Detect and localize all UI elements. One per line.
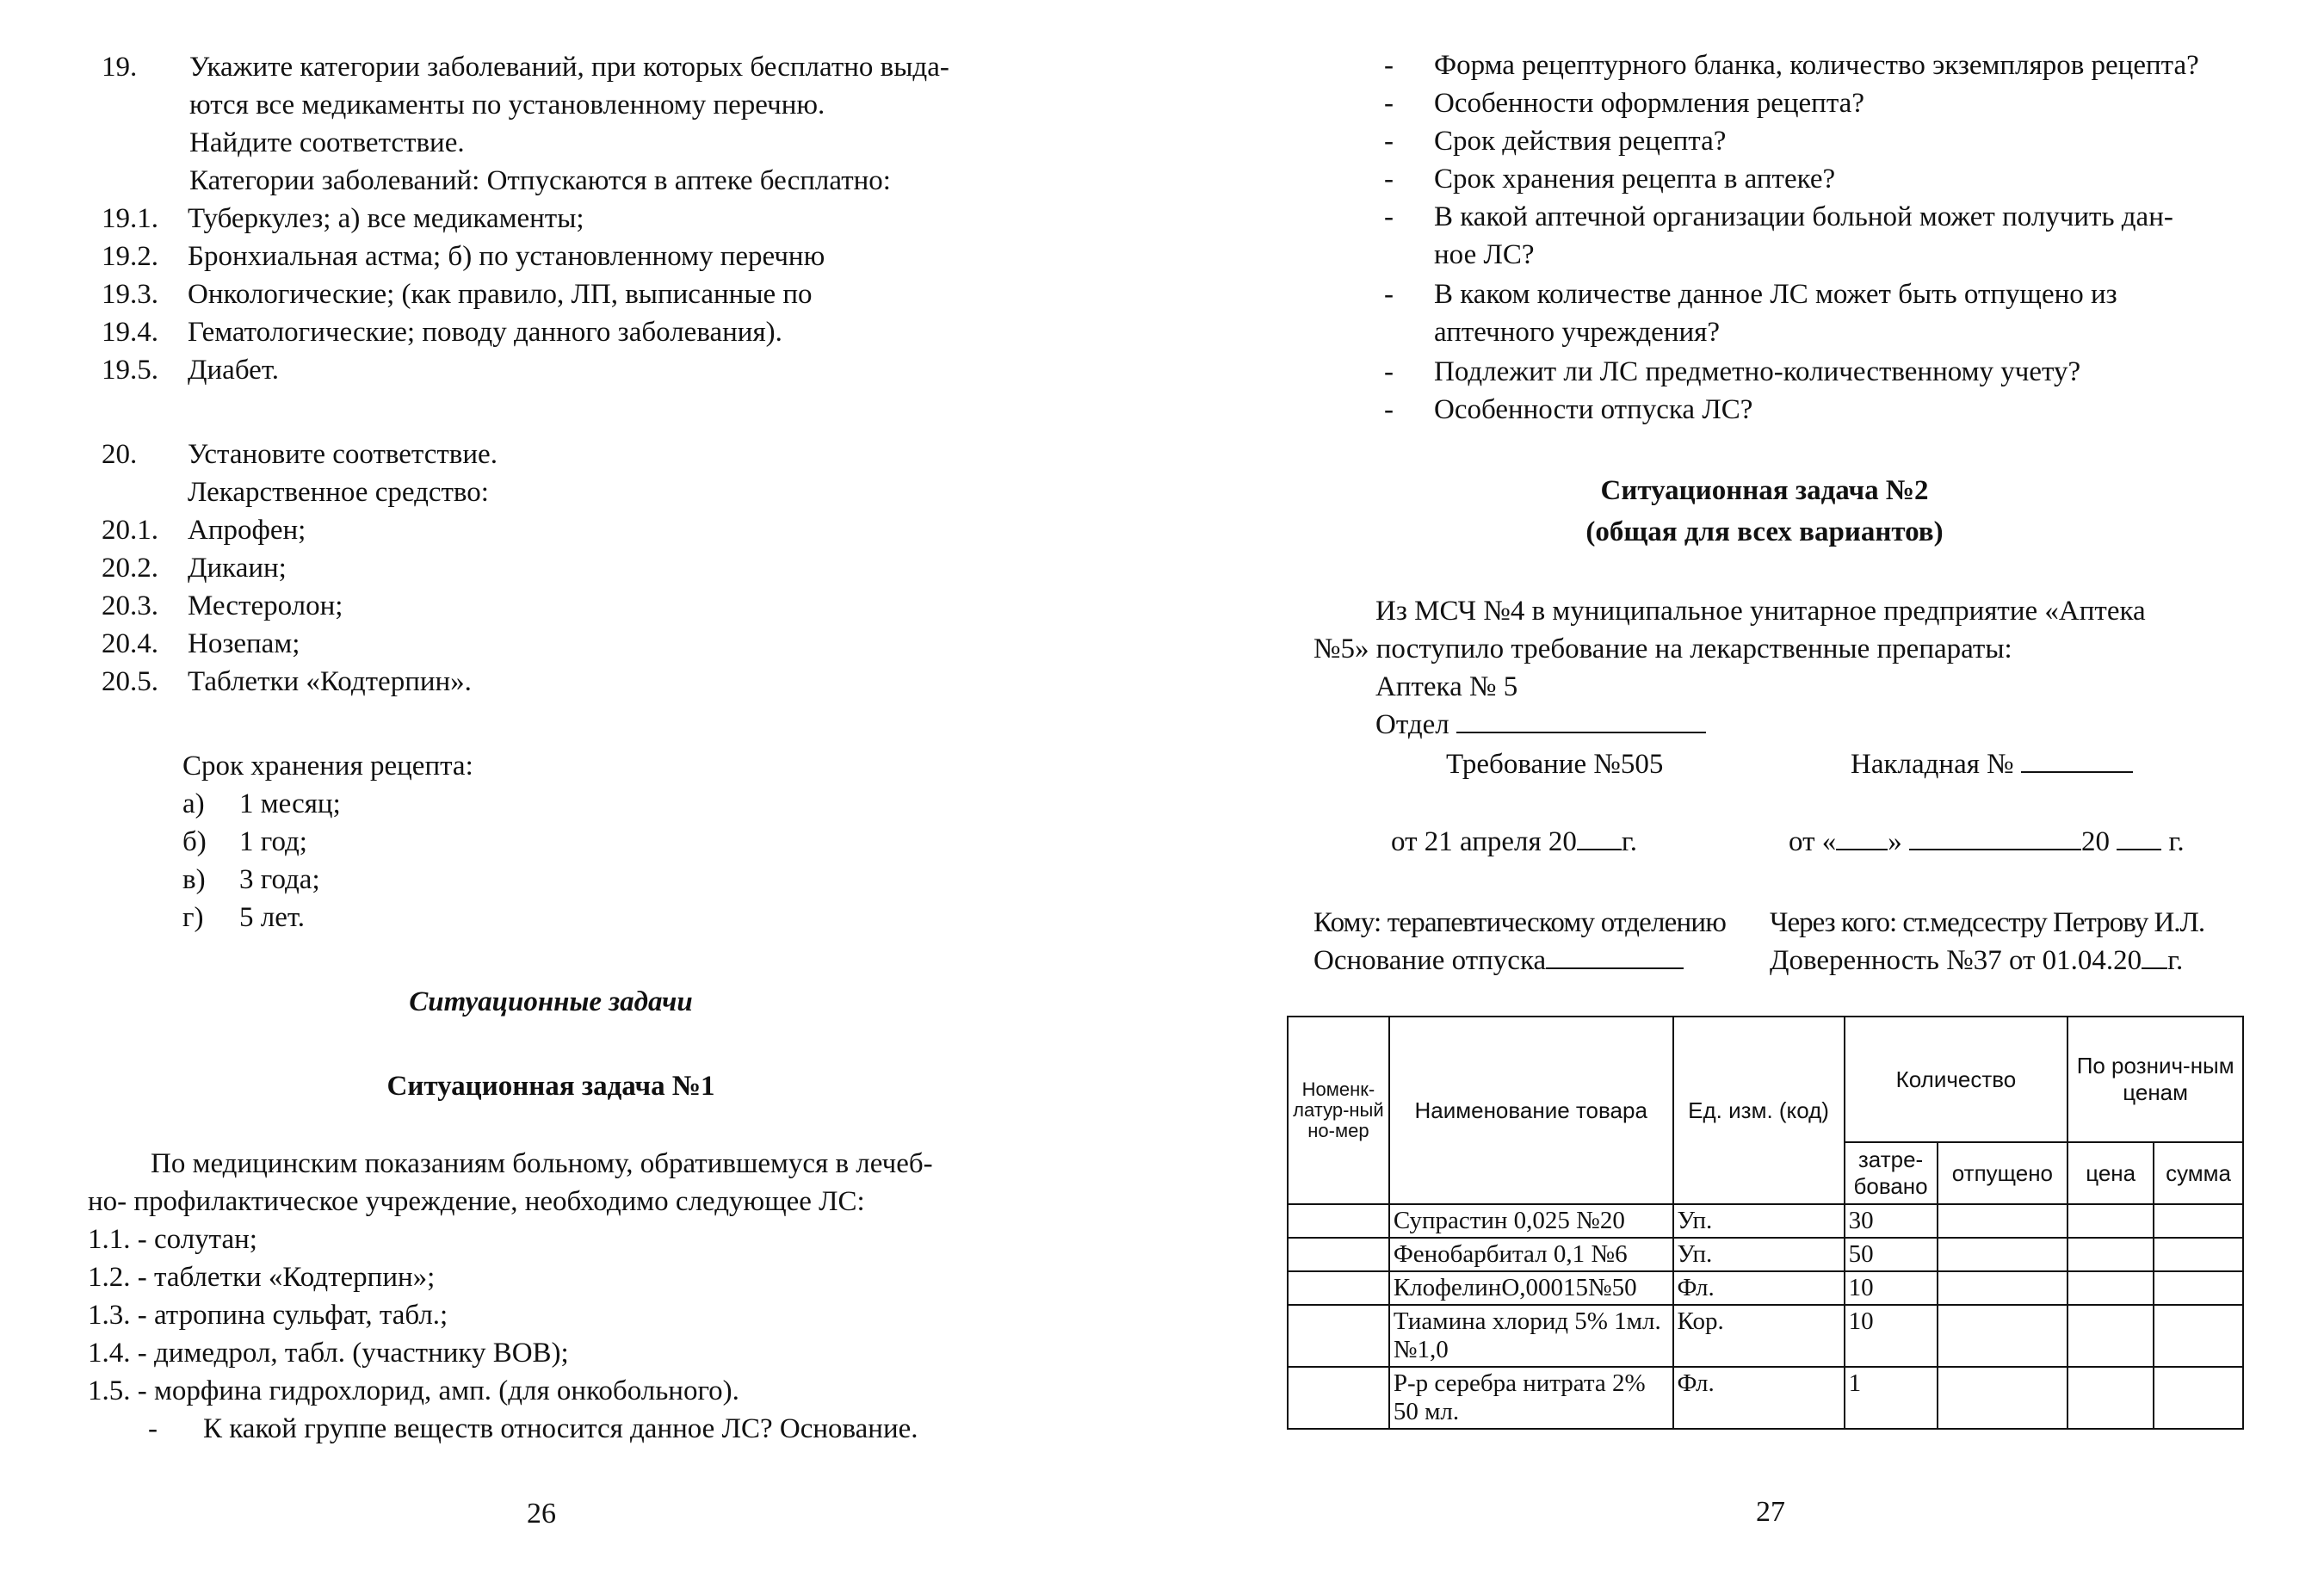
basis-line bbox=[1313, 942, 1684, 980]
row-unit: Фл. bbox=[1673, 1271, 1845, 1305]
item-text: Таблетки «Кодтерпин». bbox=[188, 666, 472, 697]
row-name: Фенобарбитал 0,1 №6 bbox=[1389, 1238, 1673, 1271]
row-requested: 10 bbox=[1845, 1271, 1938, 1305]
task-1-question: К какой группе веществ относится данное ЛС? Основание. bbox=[203, 1413, 918, 1444]
storage-title: Срок хранения рецепта: bbox=[182, 751, 473, 782]
question-line: ное ЛС? bbox=[1434, 239, 1535, 270]
question-line: В какой аптечной организации больной может получить дан- bbox=[1434, 201, 2173, 232]
requirement-date bbox=[1391, 823, 1637, 861]
question-line: Особенности отпуска ЛС? bbox=[1434, 394, 1753, 425]
item-number: 19.4. bbox=[102, 317, 158, 348]
row-requested: 10 bbox=[1845, 1305, 1938, 1367]
header-price-text: цена bbox=[2086, 1159, 2136, 1186]
option-letter: б) bbox=[182, 826, 207, 857]
dash-bullet: - bbox=[1384, 88, 1394, 119]
date-text: г. bbox=[2168, 826, 2185, 857]
page-27 bbox=[1162, 0, 2324, 1576]
page-number: 26 bbox=[527, 1498, 556, 1530]
question-19-line: Категории заболеваний: Отпускаются в аптеке бесплатно: bbox=[189, 165, 891, 196]
header-requested bbox=[1845, 1142, 1938, 1204]
task-2-title: Ситуационная задача №2 bbox=[1600, 475, 1929, 506]
header-retail bbox=[2067, 1017, 2243, 1142]
blank-line bbox=[1456, 706, 1706, 733]
header-sum-text: сумма bbox=[2166, 1159, 2231, 1186]
question-20-line: Лекарственное средство: bbox=[188, 477, 489, 508]
item-number: 20.4. bbox=[102, 628, 158, 659]
table-row bbox=[1288, 1271, 2243, 1305]
section-title: Ситуационные задачи bbox=[409, 986, 693, 1017]
department-text: Отдел bbox=[1375, 709, 1449, 740]
question-line: Форма рецептурного бланка, количество экземпляров рецепта? bbox=[1434, 50, 2199, 81]
blank-line bbox=[2142, 942, 2167, 969]
proxy-line bbox=[1770, 942, 2183, 980]
requisition-table bbox=[1287, 1016, 2244, 1430]
header-sum bbox=[2154, 1142, 2243, 1204]
question-line: аптечного учреждения? bbox=[1434, 317, 1720, 348]
header-name bbox=[1389, 1017, 1673, 1204]
question-19-number: 19. bbox=[102, 52, 138, 83]
date-text: от « bbox=[1789, 826, 1837, 857]
item-text: Онкологические; (как правило, ЛП, выписанные по bbox=[188, 279, 813, 310]
item-number: 20.1. bbox=[102, 515, 158, 546]
header-quantity bbox=[1845, 1017, 2068, 1142]
question-19-line: ются все медикаменты по установленному перечню. bbox=[189, 90, 825, 121]
invoice-date bbox=[1789, 823, 2185, 861]
table-row bbox=[1288, 1305, 2243, 1367]
dash-bullet: - bbox=[1384, 356, 1394, 387]
header-nomenclature bbox=[1288, 1017, 1389, 1204]
item-text: Диабет. bbox=[188, 355, 280, 386]
task-1-item: 1.2. - таблетки «Кодтерпин»; bbox=[88, 1262, 436, 1293]
row-name: КлофелинО,00015№50 bbox=[1389, 1271, 1673, 1305]
table-row bbox=[1288, 1367, 2243, 1429]
header-requested-text: затре-бовано bbox=[1853, 1146, 1928, 1199]
page-number: 27 bbox=[1756, 1496, 1785, 1528]
header-issued bbox=[1938, 1142, 2068, 1204]
task-1-title: Ситуационная задача №1 bbox=[386, 1071, 715, 1102]
row-unit: Уп. bbox=[1673, 1238, 1845, 1271]
question-line: Особенности оформления рецепта? bbox=[1434, 88, 1864, 119]
proxy-text: г. bbox=[2167, 945, 2184, 976]
item-number: 20.3. bbox=[102, 590, 158, 621]
dash-bullet: - bbox=[1384, 50, 1394, 81]
header-retail-text: По рознич-ным ценам bbox=[2076, 1053, 2234, 1105]
header-price bbox=[2067, 1142, 2154, 1204]
header-quantity-text: Количество bbox=[1895, 1066, 2017, 1092]
basis-text: Основание отпуска bbox=[1313, 945, 1547, 976]
header-issued-text: отпущено bbox=[1951, 1159, 2054, 1186]
question-line: В каком количестве данное ЛС может быть отпущено из bbox=[1434, 279, 2117, 310]
blank-line bbox=[1909, 823, 2081, 850]
option-text: 1 год; bbox=[239, 826, 307, 857]
option-text: 5 лет. bbox=[239, 902, 306, 933]
table-row bbox=[1288, 1204, 2243, 1238]
option-text: 3 года; bbox=[239, 864, 320, 895]
question-line: Подлежит ли ЛС предметно-количественному учету? bbox=[1434, 356, 2081, 387]
row-name: Супрастин 0,025 №20 bbox=[1389, 1204, 1673, 1238]
department-label bbox=[1375, 706, 1706, 744]
header-nomenclature-text: Номенк-латур-ный но-мер bbox=[1293, 1078, 1384, 1141]
invoice-text: Накладная № bbox=[1851, 749, 2014, 780]
item-text: Дикаин; bbox=[188, 553, 287, 584]
header-unit bbox=[1673, 1017, 1845, 1204]
header-name-text: Наименование товара bbox=[1414, 1097, 1647, 1123]
row-name: Р-р серебра нитрата 2% 50 мл. bbox=[1389, 1367, 1673, 1429]
row-requested: 1 bbox=[1845, 1367, 1938, 1429]
item-text: Местеролон; bbox=[188, 590, 343, 621]
option-text: 1 месяц; bbox=[239, 788, 341, 819]
item-number: 19.3. bbox=[102, 279, 158, 310]
dash-bullet: - bbox=[148, 1413, 158, 1444]
requirement-number: Требование №505 bbox=[1446, 749, 1664, 780]
item-text: Апрофен; bbox=[188, 515, 306, 546]
pharmacy-label: Аптека № 5 bbox=[1375, 671, 1518, 702]
via-line: Через кого: ст.медсестру Петрову И.Л. bbox=[1770, 907, 2205, 938]
item-text: Туберкулез; а) все медикаменты; bbox=[188, 203, 584, 234]
question-20-number: 20. bbox=[102, 439, 138, 470]
task-1-item: 1.5. - морфина гидрохлорид, амп. (для онкобольного). bbox=[88, 1375, 739, 1406]
question-line: Срок хранения рецепта в аптеке? bbox=[1434, 164, 1836, 195]
invoice-label bbox=[1851, 745, 2133, 783]
option-letter: в) bbox=[182, 864, 206, 895]
task-1-item: 1.3. - атропина сульфат, табл.; bbox=[88, 1300, 448, 1331]
row-name: Тиамина хлорид 5% 1мл. №1,0 bbox=[1389, 1305, 1673, 1367]
item-text: Нозепам; bbox=[188, 628, 300, 659]
blank-line bbox=[1577, 823, 1622, 850]
task-1-item: 1.1. - солутан; bbox=[88, 1224, 257, 1255]
date-text: г. bbox=[1621, 826, 1637, 857]
item-number: 19.1. bbox=[102, 203, 158, 234]
item-number: 19.2. bbox=[102, 241, 158, 272]
blank-line bbox=[1836, 823, 1888, 850]
row-requested: 50 bbox=[1845, 1238, 1938, 1271]
dash-bullet: - bbox=[1384, 279, 1394, 310]
dash-bullet: - bbox=[1384, 164, 1394, 195]
dash-bullet: - bbox=[1384, 394, 1394, 425]
row-unit: Фл. bbox=[1673, 1367, 1845, 1429]
dash-bullet: - bbox=[1384, 126, 1394, 157]
item-number: 20.5. bbox=[102, 666, 158, 697]
row-requested: 30 bbox=[1845, 1204, 1938, 1238]
proxy-text: Доверенность №37 от 01.04.20 bbox=[1770, 945, 2142, 976]
task-2-paragraph: №5» поступило требование на лекарственные препараты: bbox=[1313, 633, 2012, 664]
header-unit-text: Ед. изм. (код) bbox=[1688, 1097, 1829, 1123]
option-letter: а) bbox=[182, 788, 205, 819]
task-2-paragraph: Из МСЧ №4 в муниципальное унитарное предприятие «Аптека bbox=[1375, 596, 2146, 627]
task-1-paragraph: но- профилактическое учреждение, необходимо следующее ЛС: bbox=[88, 1186, 865, 1217]
task-1-paragraph: По медицинским показаниям больному, обратившемуся в лечеб- bbox=[151, 1148, 933, 1179]
question-19-line: Укажите категории заболеваний, при которых бесплатно выда- bbox=[189, 52, 949, 83]
question-line: Срок действия рецепта? bbox=[1434, 126, 1727, 157]
item-number: 19.5. bbox=[102, 355, 158, 386]
date-text: » bbox=[1888, 826, 1902, 857]
item-number: 20.2. bbox=[102, 553, 158, 584]
date-text: 20 bbox=[2081, 826, 2110, 857]
blank-line bbox=[2117, 823, 2161, 850]
item-text: Бронхиальная астма; б) по установленному перечню bbox=[188, 241, 825, 272]
blank-line bbox=[1546, 942, 1684, 969]
item-text: Гематологические; поводу данного заболевания). bbox=[188, 317, 782, 348]
option-letter: г) bbox=[182, 902, 204, 933]
table-row bbox=[1288, 1238, 2243, 1271]
blank-line bbox=[2021, 745, 2133, 773]
row-unit: Уп. bbox=[1673, 1204, 1845, 1238]
task-1-item: 1.4. - димедрол, табл. (участнику ВОВ); bbox=[88, 1338, 569, 1369]
task-2-subtitle: (общая для всех вариантов) bbox=[1585, 516, 1944, 547]
question-19-line: Найдите соответствие. bbox=[189, 127, 465, 158]
date-text: от 21 апреля 20 bbox=[1391, 826, 1577, 857]
row-unit: Кор. bbox=[1673, 1305, 1845, 1367]
dash-bullet: - bbox=[1384, 201, 1394, 232]
question-20-line: Установите соответствие. bbox=[188, 439, 498, 470]
recipient-line: Кому: терапевтическому отделению bbox=[1313, 907, 1727, 938]
